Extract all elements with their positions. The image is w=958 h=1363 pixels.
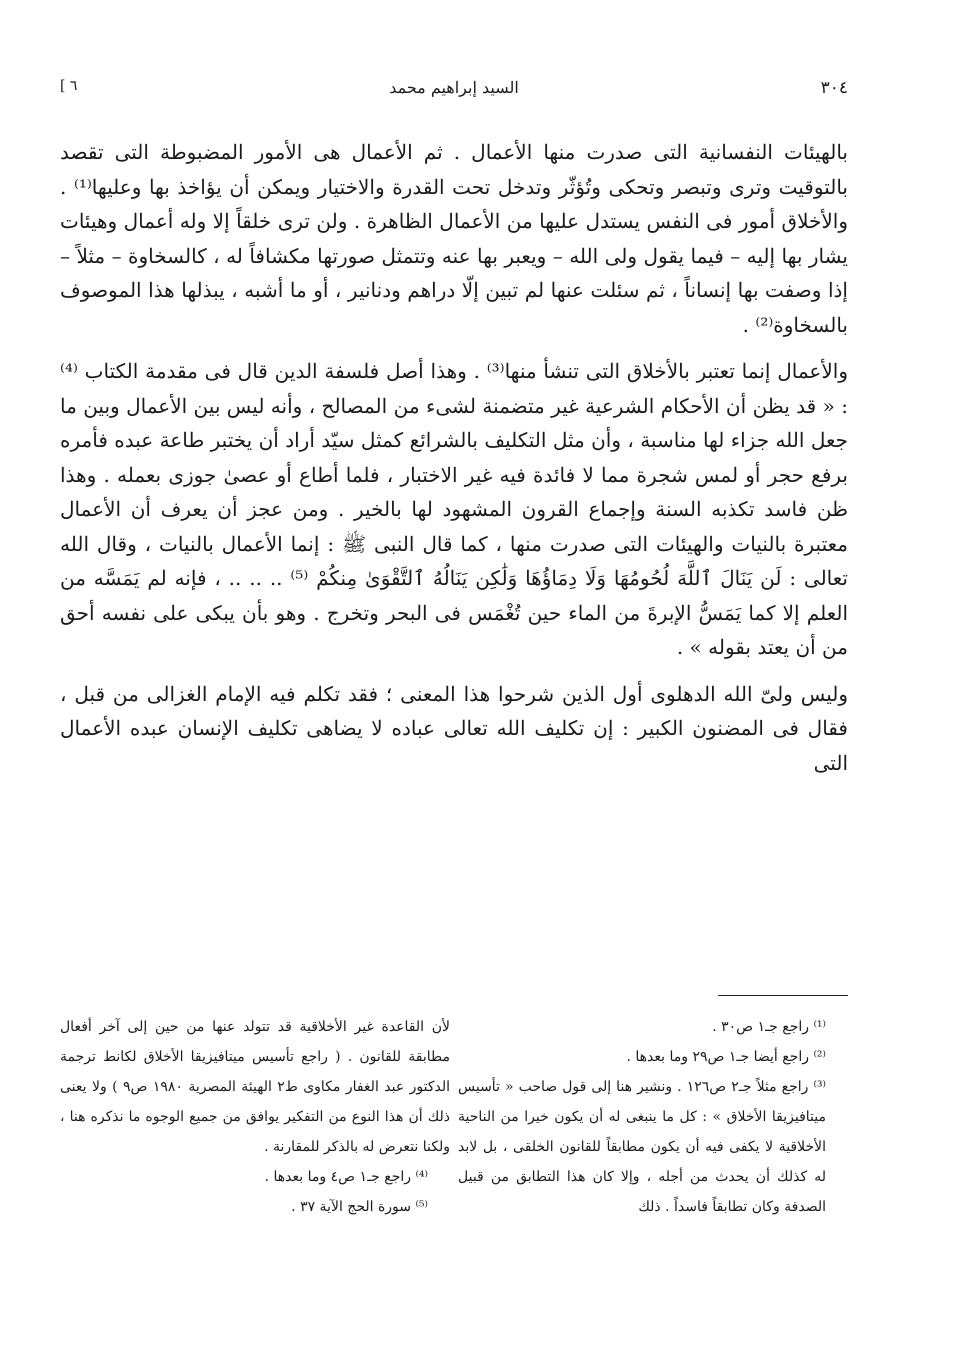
footnote-2: ⁽²⁾ راجع أيضا جـ١ ص٢٩ وما بعدها . [626,1049,826,1065]
page-number: ٣٠٤ [820,78,848,98]
paragraph-1: بالهيئات النفسانية التى صدرت منها الأعمال . ثم الأعمال هى الأمور المضبوطة التى تقصد بالتوقيت وترى وتبصر وتحكى وتُؤثّر وتدخل تحت القدرة والاختيار ويمكن أن يؤاخذ بها وعليها⁽¹⁾ . والأخلاق أمور فى النفس يستدل عليها من الأعمال الظاهرة . ولن ترى خلقاً إلا وله أعمال وهيئات يشار بها إليه – فيما يقول ولى الله – ويعبر بها عنه وتتمثل صورتها مكشافاً له ، كالسخاوة – مثلاً – إذا وصفت بها إنساناً ، ثم سئلت عنها لم تبين إلّا دراهم ودنانير ، أو ما أشبه ، يبذلها هذا الموصوف بالسخاوة⁽²⁾ . [60,140,849,337]
running-header [60,78,848,104]
running-title: السيد إبراهيم محمد [389,78,519,97]
paragraph-3: وليس ولىّ الله الدهلوى أول الذين شرحوا هذا المعنى ؛ فقد تكلم فيه الإمام الغزالى من قبل ، فقال فى المضنون الكبير : إن تكليف الله تعالى عباده لا يضاهى تكليف الإنسان عبده الأعمال التى [60,681,848,775]
footnote-divider [718,995,848,996]
footnote-4: ⁽⁴⁾ راجع جـ١ ص٤ وما بعدها . [264,1169,428,1185]
footnote-3-continuation: لأن القاعدة غير الأخلاقية قد تتولد عنها من حين إلى آخر أفعال مطابقة للقانون . ( راجع تأسيس ميتافيزيقا الأخلاق لكانط ترجمة الدكتور عبد الغفار مكاوى ط٢ الهيئة المصرية ١٩٨٠ ص٩ ) ولا يعنى ذلك أن هذا النوع من التفكير يوافق من جميع الوجوه ما نذكره هنا ، ولكنا نتعرض له بالذكر للمقارنة . [60,1019,450,1155]
main-text [60,135,848,780]
paragraph-2: والأعمال إنما تعتبر بالأخلاق التى تنشأ منها⁽³⁾ . وهذا أصل فلسفة الدين قال فى مقدمة الكتاب ⁽⁴⁾ : « قد يظن أن الأحكام الشرعية غير متضمنة لشىء من المصالح ، وأنه ليس بين الأعمال وبين ما جعل الله جزاء لها مناسبة ، وأن مثل التكليف بالشرائع كمثل سيّد أراد أن يختبر طاعة عبده فأمره برفع حجر أو لمس شجرة مما لا فائدة فيه غير الاختبار ، فلما أطاع أو عصىٰ جوزى بعمله . وهذا ظن فاسد تكذبه السنة وإجماع القرون المشهود لها بالخير . ومن عجز أن يعرف أن الأعمال معتبرة بالنيات والهيئات التى صدرت منها ، كما قال النبى ﷺ : إنما الأعمال بالنيات ، وقال الله تعالى : لَن يَنَالَ ٱللَّهَ لُحُومُهَا وَلَا دِمَاؤُهَا وَلَٰكِن يَنَالُهُ ٱلتَّقْوَىٰ مِنكُمْ ⁽⁵⁾ .. .. .. ، فإنه لم يَمَسَّه من العلم إلا كما يَمَسُّ الإبرةَ من الماء حين تُغْمَس فى البحر وتخرج . وهو بأن يبكى على نفسه أحق من أن يعتد بقوله » . [60,359,849,659]
section-marker: [ ٦ [60,78,78,94]
footnote-3: ⁽³⁾ راجع مثلاً جـ٢ ص١٢٦ . ونشير هنا إلى قول صاحب « تأسيس ميتافيزيقا الأخلاق » : كل ما ينبغى له أن يكون خيرا من الناحية الأخلاقية لا يكفى فيه أن يكون مطابقاً للقانون الخلقى ، بل لابد له كذلك أن يحدث من أجله ، وإلا كان هذا التطابق من قبيل الصدفة وكان تطابقاً فاسداً . ذلك [458,1079,826,1215]
footnote-5: ⁽⁵⁾ سورة الحج الآية ٣٧ . [291,1199,428,1215]
footnotes-left-column [60,1012,450,1222]
footnotes-right-column [458,1012,848,1222]
footnote-1: ⁽¹⁾ راجع جـ١ ص٣٠ . [712,1019,826,1035]
